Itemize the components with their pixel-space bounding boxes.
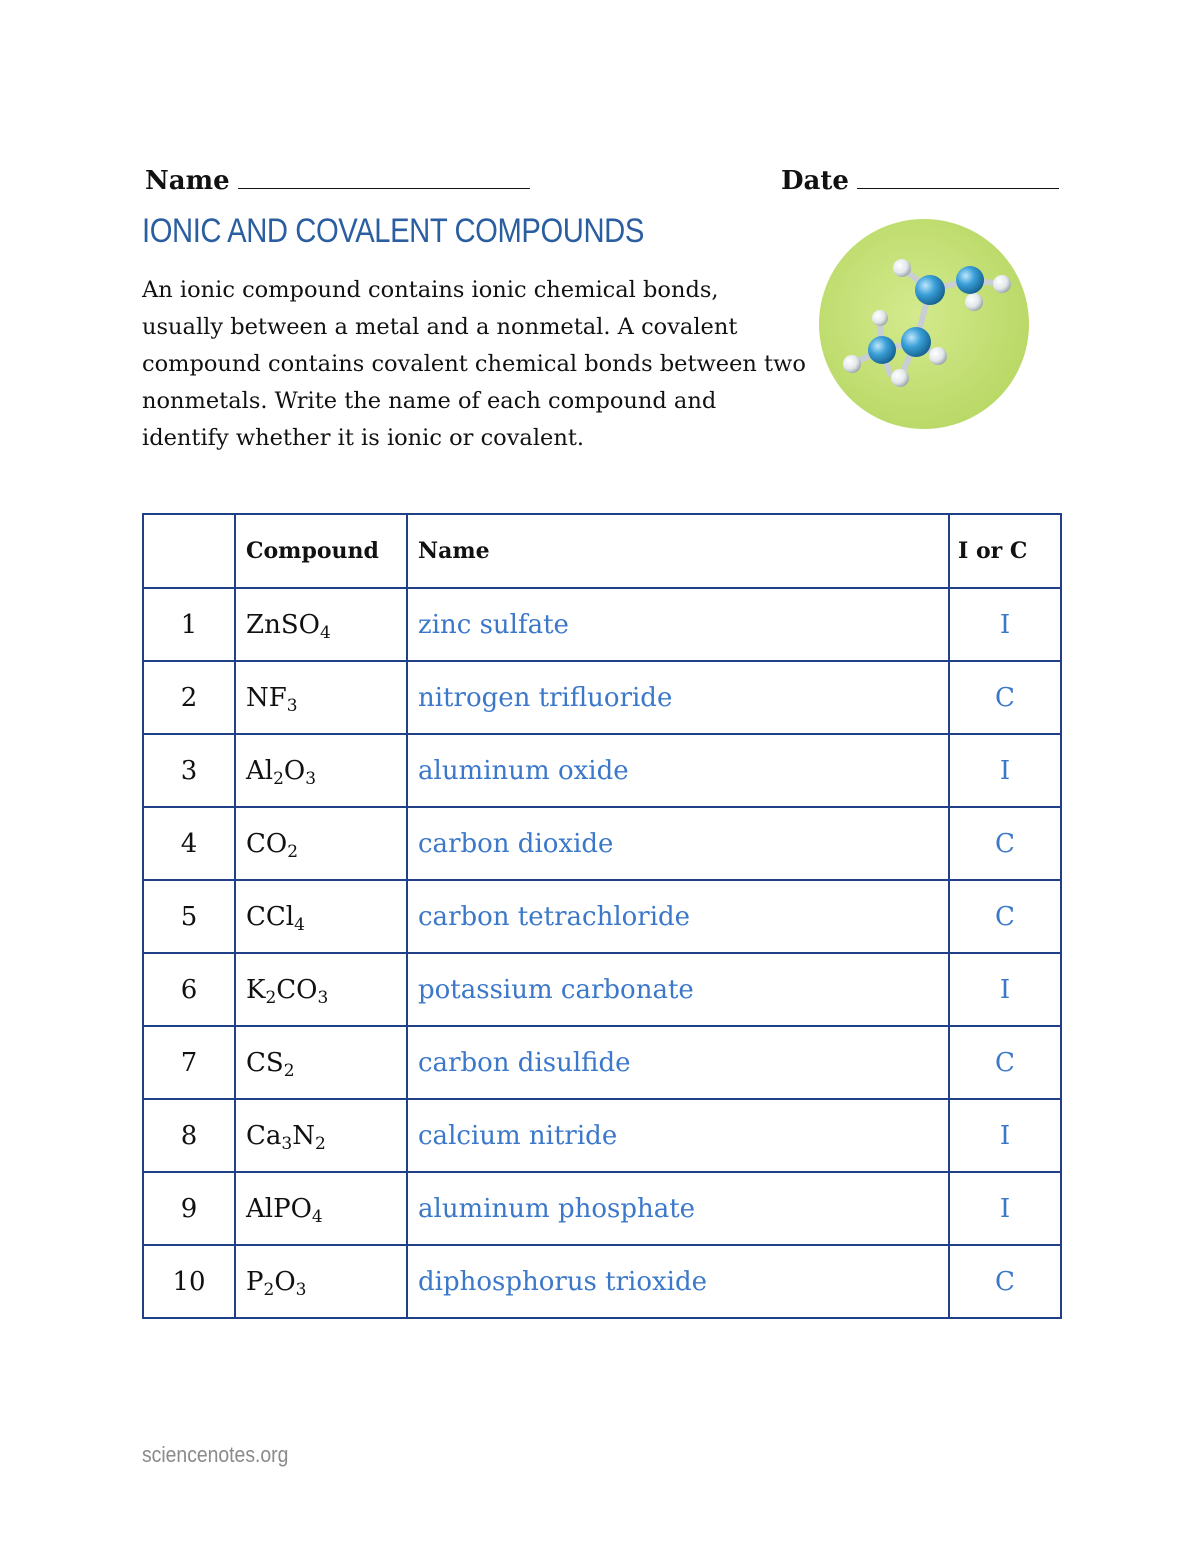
date-label: Date	[781, 166, 849, 196]
row-number: 10	[143, 1245, 235, 1318]
formula-element: P	[246, 1266, 264, 1297]
table-row	[143, 1099, 1061, 1172]
formula-subscript: 3	[295, 1279, 307, 1300]
row-number: 5	[143, 880, 235, 953]
table-row	[143, 588, 1061, 661]
row-number: 1	[143, 588, 235, 661]
table-row	[143, 1026, 1061, 1099]
table-row	[143, 661, 1061, 734]
ionic-or-covalent-answer[interactable]: I	[949, 1172, 1061, 1245]
formula-element: C	[276, 974, 297, 1005]
compound-name-answer[interactable]: calcium nitride	[407, 1099, 949, 1172]
formula-subscript: 2	[265, 987, 277, 1008]
compound-formula	[235, 807, 407, 880]
compound-name-answer[interactable]: carbon tetrachloride	[407, 880, 949, 953]
ionic-or-covalent-answer[interactable]: C	[949, 1026, 1061, 1099]
header-name: Name	[407, 514, 949, 588]
formula-element: C	[246, 1047, 266, 1078]
formula-element: F	[268, 682, 287, 713]
formula-element: O	[265, 828, 288, 859]
row-number: 9	[143, 1172, 235, 1245]
formula-element: S	[265, 1047, 284, 1078]
compounds-table	[142, 513, 1062, 1319]
header-compound: Compound	[235, 514, 407, 588]
compound-formula	[235, 734, 407, 807]
formula-subscript: 3	[281, 1133, 293, 1154]
formula-element: C	[246, 828, 266, 859]
row-number: 2	[143, 661, 235, 734]
formula-subscript: 4	[294, 914, 305, 935]
row-number: 4	[143, 807, 235, 880]
formula-element: O	[296, 974, 318, 1005]
ionic-or-covalent-answer[interactable]: I	[949, 1099, 1061, 1172]
ionic-or-covalent-answer[interactable]: C	[949, 807, 1061, 880]
footer-site: sciencenotes.org	[142, 1442, 289, 1467]
formula-element: K	[246, 974, 266, 1005]
name-field	[145, 162, 530, 196]
formula-subscript: 4	[311, 1206, 323, 1227]
formula-element: P	[273, 1193, 291, 1224]
table-row	[143, 734, 1061, 807]
ionic-or-covalent-answer[interactable]: I	[949, 588, 1061, 661]
name-label: Name	[145, 166, 230, 196]
ionic-or-covalent-answer[interactable]: C	[949, 661, 1061, 734]
formula-element: N	[292, 1120, 315, 1151]
compound-formula	[235, 880, 407, 953]
compound-name-answer[interactable]: potassium carbonate	[407, 953, 949, 1026]
intro-paragraph: An ionic compound contains ionic chemical bonds, usually between a metal and a nonmetal. A covalent compound contains covalent chemical bonds between two nonmetals. Write the name of each compound and identify whether it is ionic or covalent.	[142, 277, 806, 451]
formula-subscript: 2	[273, 768, 284, 789]
row-number: 3	[143, 734, 235, 807]
compound-name-answer[interactable]: carbon dioxide	[407, 807, 949, 880]
compound-formula	[235, 1026, 407, 1099]
formula-element: O	[283, 755, 306, 786]
formula-element: Zn	[246, 609, 281, 640]
formula-element: N	[246, 682, 269, 713]
formula-element: O	[298, 609, 320, 640]
table-row	[143, 953, 1061, 1026]
header-ionic-or-covalent: I or C	[949, 514, 1061, 588]
page-title: IONIC AND COVALENT COMPOUNDS	[142, 212, 644, 250]
formula-subscript: 4	[319, 622, 331, 643]
compound-name-answer[interactable]: nitrogen trifluoride	[407, 661, 949, 734]
formula-element: C	[246, 901, 266, 932]
formula-element: Al	[246, 1193, 274, 1224]
compound-name-answer[interactable]: aluminum oxide	[407, 734, 949, 807]
compound-formula	[235, 1245, 407, 1318]
row-number: 6	[143, 953, 235, 1026]
date-field	[781, 162, 1059, 196]
compound-name-answer[interactable]: carbon disulfide	[407, 1026, 949, 1099]
table-row	[143, 1172, 1061, 1245]
compound-name-answer[interactable]: zinc sulfate	[407, 588, 949, 661]
formula-element: O	[274, 1266, 296, 1297]
date-blank-line[interactable]	[857, 162, 1059, 189]
row-number: 7	[143, 1026, 235, 1099]
formula-element: S	[280, 609, 299, 640]
table-row	[143, 1245, 1061, 1318]
formula-element: Ca	[246, 1120, 282, 1151]
compound-name-answer[interactable]: aluminum phosphate	[407, 1172, 949, 1245]
molecule-icon	[818, 218, 1030, 430]
formula-subscript: 3	[317, 987, 329, 1008]
formula-element: Cl	[265, 901, 295, 932]
ionic-or-covalent-answer[interactable]: C	[949, 880, 1061, 953]
compound-formula	[235, 1172, 407, 1245]
formula-subscript: 2	[287, 841, 299, 862]
formula-element: O	[290, 1193, 312, 1224]
ionic-or-covalent-answer[interactable]: I	[949, 734, 1061, 807]
compound-formula	[235, 588, 407, 661]
ionic-or-covalent-answer[interactable]: I	[949, 953, 1061, 1026]
formula-subscript: 3	[286, 695, 298, 716]
compound-name-answer[interactable]: diphosphorus trioxide	[407, 1245, 949, 1318]
row-number: 8	[143, 1099, 235, 1172]
formula-subscript: 3	[305, 768, 317, 789]
formula-subscript: 2	[314, 1133, 326, 1154]
compound-formula	[235, 953, 407, 1026]
table-row	[143, 880, 1061, 953]
table-header-row	[143, 514, 1061, 588]
name-blank-line[interactable]	[238, 162, 530, 189]
formula-subscript: 2	[283, 1060, 295, 1081]
formula-subscript: 2	[263, 1279, 275, 1300]
header-number	[143, 514, 235, 588]
formula-element: Al	[246, 755, 274, 786]
compound-formula	[235, 1099, 407, 1172]
compound-formula	[235, 661, 407, 734]
table-row	[143, 807, 1061, 880]
ionic-or-covalent-answer[interactable]: C	[949, 1245, 1061, 1318]
